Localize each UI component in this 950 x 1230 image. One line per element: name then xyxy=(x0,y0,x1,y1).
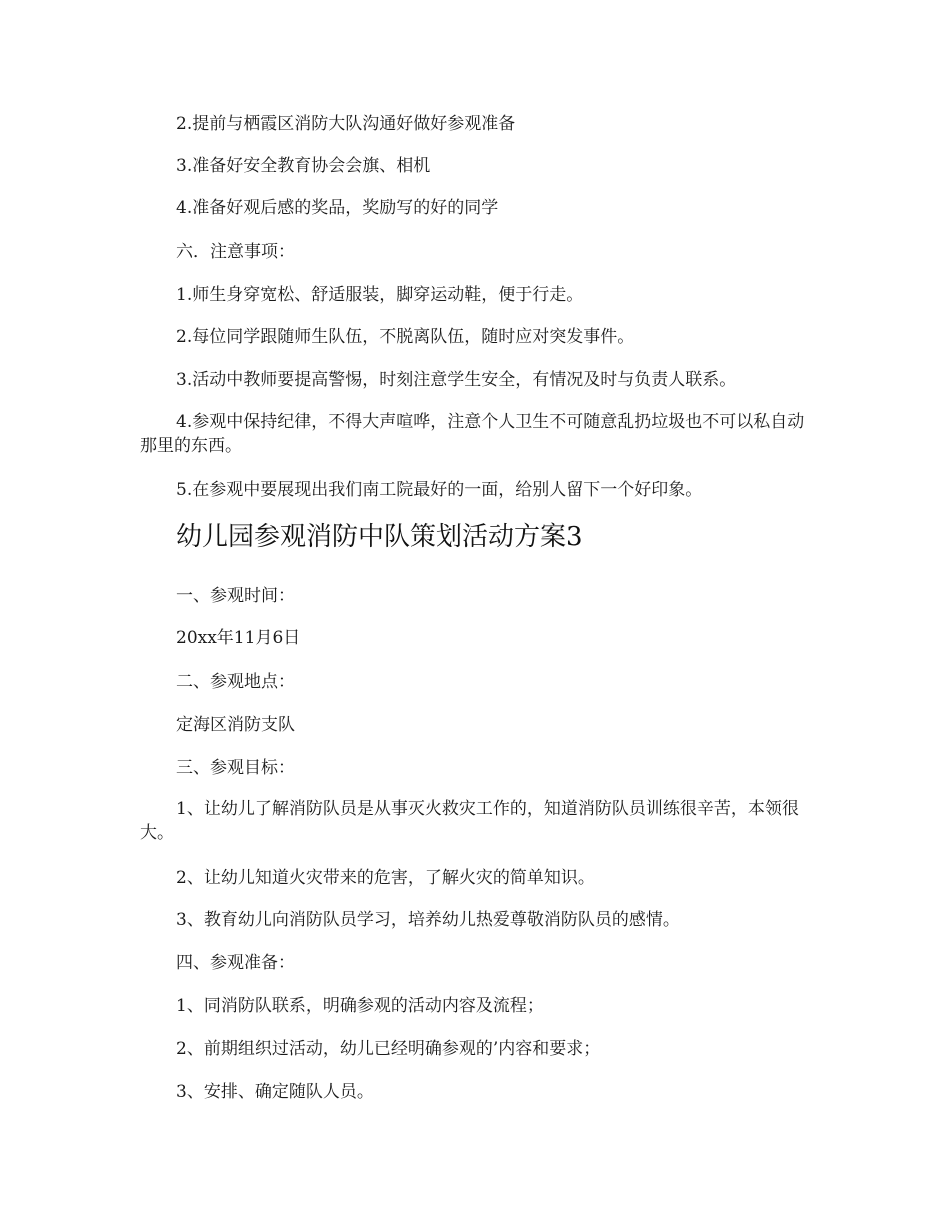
place-label: 二、参观地点： xyxy=(176,672,295,692)
time-label: 一、参观时间： xyxy=(176,586,295,606)
prep-step-1: 1、同消防队联系，明确参观的活动内容及流程； xyxy=(176,996,544,1016)
notes-title: 六．注意事项： xyxy=(176,242,295,262)
prep-step-3: 3、安排、确定随队人员。 xyxy=(176,1082,374,1102)
prep-label: 四、参观准备： xyxy=(176,953,295,973)
goal-item-1: 1、让幼儿了解消防队员是从事灭火救灾工作的，知道消防队员训练很辛苦，本领很大。 xyxy=(140,799,799,843)
goal-item-3: 3、教育幼儿向消防队员学习，培养幼儿热爱尊敬消防队员的感情。 xyxy=(176,910,680,930)
note-item-2: 2.每位同学跟随师生队伍，不脱离队伍，随时应对突发事件。 xyxy=(176,327,635,347)
goals-label: 三、参观目标： xyxy=(176,758,295,778)
note-item-5: 5.在参观中要展现出我们南工院最好的一面，给别人留下一个好印象。 xyxy=(176,480,703,500)
prep-item-2: 2.提前与栖霞区消防大队沟通好做好参观准备 xyxy=(176,114,516,134)
place-value: 定海区消防支队 xyxy=(176,715,295,735)
section-title: 幼儿园参观消防中队策划活动方案3 xyxy=(176,522,583,552)
prep-step-2: 2、前期组织过活动，幼儿已经明确参观的’内容和要求； xyxy=(176,1039,601,1059)
note-item-1: 1.师生身穿宽松、舒适服装，脚穿运动鞋，便于行走。 xyxy=(176,285,584,305)
time-value: 20xx年11月6日 xyxy=(176,628,301,648)
note-item-3: 3.活动中教师要提高警惕，时刻注意学生安全，有情况及时与负责人联系。 xyxy=(176,370,737,390)
note-item-4: 4.参观中保持纪律，不得大声喧哗，注意个人卫生不可随意乱扔垃圾也不可以私自动那里的东西。 xyxy=(140,412,805,456)
goal-item-2: 2、让幼儿知道火灾带来的危害，了解火灾的简单知识。 xyxy=(176,868,595,888)
prep-item-4: 4.准备好观后感的奖品，奖励写的好的同学 xyxy=(176,198,499,218)
prep-item-3: 3.准备好安全教育协会会旗、相机 xyxy=(176,156,431,176)
